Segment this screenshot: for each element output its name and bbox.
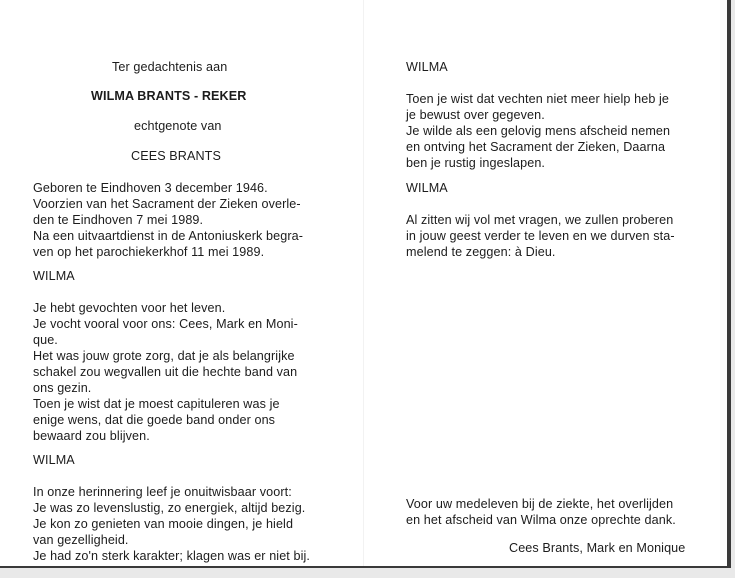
poem-line: Je vocht vooral voor ons: Cees, Mark en Moni- [33, 317, 298, 331]
bio-line: Voorzien van het Sacrament der Zieken overle- [33, 197, 301, 211]
bio-line: Na een uitvaartdienst in de Antoniuskerk begra- [33, 229, 304, 243]
poem-line: Je kon zo genieten van mooie dingen, je hield [33, 517, 294, 531]
poem-line: in jouw geest verder te leven en we durven sta- [406, 229, 675, 243]
poem-line: Je was zo levenslustig, zo energiek, altijd bezig. [33, 501, 306, 515]
poem-line: Toen je wist dat vechten niet meer hielp heb je [406, 92, 670, 106]
section-heading: WILMA [33, 453, 75, 467]
poem-line: schakel zou wegvallen uit die hechte band van [33, 365, 298, 379]
bio-line: Geboren te Eindhoven 3 december 1946. [33, 181, 268, 195]
poem-line: In onze herinnering leef je onuitwisbaar voort: [33, 485, 292, 499]
poem-line: Je had zo'n sterk karakter; klagen was er niet bij. [33, 549, 311, 563]
poem-line: Al zitten wij vol met vragen, we zullen proberen [406, 213, 674, 227]
section-heading: WILMA [406, 181, 448, 195]
card-fold-line [363, 0, 364, 566]
bio-line: ven op het parochiekerkhof 11 mei 1989. [33, 245, 265, 259]
section-heading: WILMA [33, 269, 75, 283]
poem-line: bewaard zou blijven. [33, 429, 150, 443]
poem-line: Toen je wist dat je moest capituleren was je [33, 397, 280, 411]
poem-line: van gezelligheid. [33, 533, 129, 547]
poem-line: enige wens, dat die goede band onder ons [33, 413, 276, 427]
poem-line: melend te zeggen: à Dieu. [406, 245, 556, 259]
in-memory-line: Ter gedachtenis aan [112, 60, 228, 74]
poem-line: Het was jouw grote zorg, dat je als belangrijke [33, 349, 295, 363]
husband-name: CEES BRANTS [131, 149, 221, 163]
poem-line: Je hebt gevochten voor het leven. [33, 301, 226, 315]
bio-line: den te Eindhoven 7 mei 1989. [33, 213, 204, 227]
poem-line: que. [33, 333, 58, 347]
poem-line: Je wilde als een gelovig mens afscheid nemen [406, 124, 671, 138]
spouse-of-line: echtgenote van [134, 119, 222, 133]
poem-line: ben je rustig ingeslapen. [406, 156, 546, 170]
poem-line: je bewust over gegeven. [406, 108, 545, 122]
section-heading: WILMA [406, 60, 448, 74]
signature: Cees Brants, Mark en Monique [509, 541, 686, 555]
poem-line: en ontving het Sacrament der Zieken, Daarna [406, 140, 666, 154]
thanks-line: Voor uw medeleven bij de ziekte, het overlijden [406, 497, 674, 511]
poem-line: ons gezin. [33, 381, 92, 395]
thanks-line: en het afscheid van Wilma onze oprechte dank. [406, 513, 676, 527]
deceased-name: WILMA BRANTS - REKER [91, 89, 247, 103]
